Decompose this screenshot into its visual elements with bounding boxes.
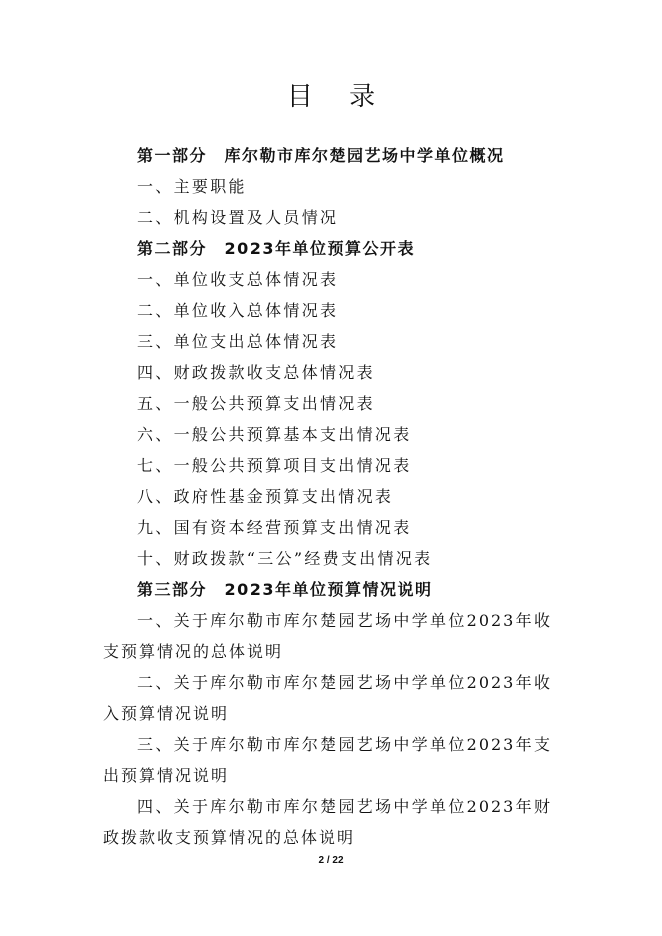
toc-item[interactable]: 二、关于库尔勒市库尔楚园艺场中学单位2023年收入预算情况说明: [103, 673, 552, 723]
toc-item[interactable]: 一、关于库尔勒市库尔楚园艺场中学单位2023年收支预算情况的总体说明: [103, 611, 552, 661]
toc-part-heading[interactable]: 第三部分 2023年单位预算情况说明: [137, 580, 433, 599]
toc-item[interactable]: 九、国有资本经营预算支出情况表: [137, 518, 412, 537]
toc-part-heading[interactable]: 第一部分 库尔勒市库尔楚园艺场中学单位概况: [137, 146, 505, 165]
page-number: 2 / 22: [318, 855, 344, 866]
toc-item[interactable]: 六、一般公共预算基本支出情况表: [137, 425, 412, 444]
toc-item[interactable]: 四、关于库尔勒市库尔楚园艺场中学单位2023年财政拨款收支预算情况的总体说明: [103, 797, 552, 847]
toc-title: 目 录: [286, 82, 390, 112]
toc-item[interactable]: 一、主要职能: [137, 177, 247, 196]
toc-item[interactable]: 七、一般公共预算项目支出情况表: [137, 456, 412, 475]
toc-item[interactable]: 二、机构设置及人员情况: [137, 208, 339, 227]
toc-item[interactable]: 五、一般公共预算支出情况表: [137, 394, 375, 413]
toc-item[interactable]: 三、关于库尔勒市库尔楚园艺场中学单位2023年支出预算情况说明: [103, 735, 552, 785]
toc-item[interactable]: 二、单位收入总体情况表: [137, 301, 339, 320]
toc-item[interactable]: 十、财政拨款“三公”经费支出情况表: [137, 549, 433, 568]
toc-item[interactable]: 三、单位支出总体情况表: [137, 332, 339, 351]
table-of-contents: [103, 140, 552, 853]
toc-item[interactable]: 四、财政拨款收支总体情况表: [137, 363, 375, 382]
toc-item[interactable]: 一、单位收支总体情况表: [137, 270, 339, 289]
toc-item[interactable]: 八、政府性基金预算支出情况表: [137, 487, 394, 506]
toc-part-heading[interactable]: 第二部分 2023年单位预算公开表: [137, 239, 416, 258]
